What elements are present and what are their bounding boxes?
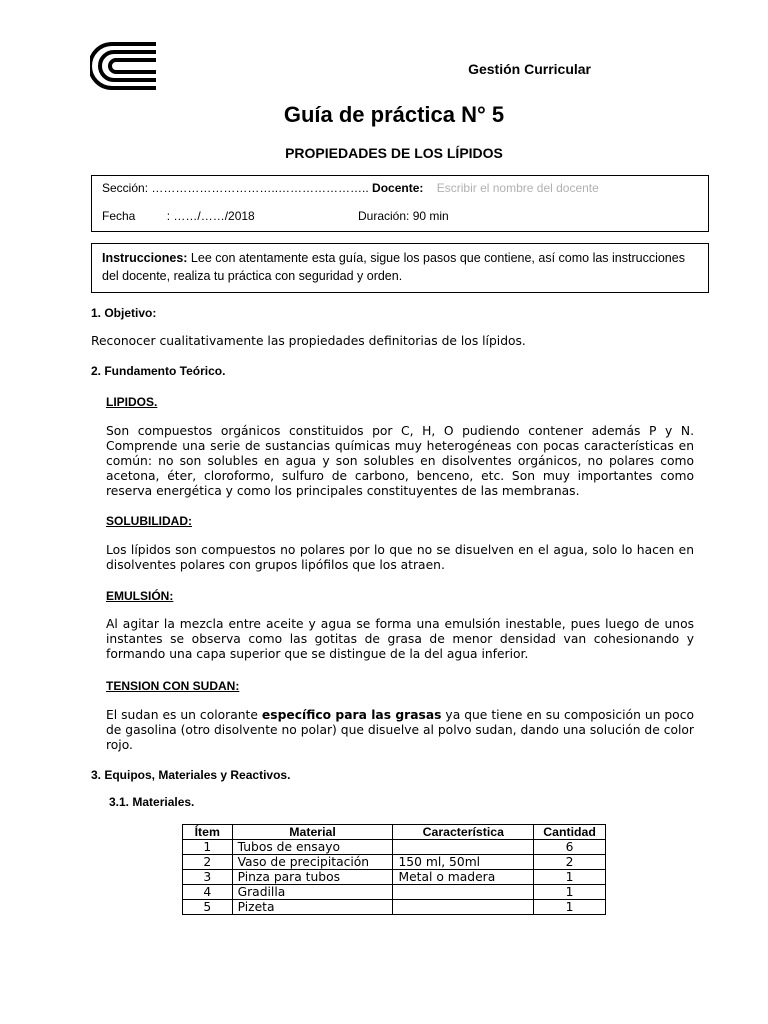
emulsion-text: Al agitar la mezcla entre aceite y agua se forma una emulsión inestable, pues luego de unos instantes se observa como las gotitas de grasa de menor densidad van cohesionando y formando una capa superior que se distingue de la del agua inferior. <box>106 617 694 661</box>
emulsion-heading: EMULSIÓN: <box>106 589 174 603</box>
solubilidad-text: Los lípidos son compuestos no polares por lo que no se disuelven en el agua, solo lo hacen en disolventes polares con grupos lipófilos que los atraen. <box>106 543 694 572</box>
lipidos-heading: LIPIDOS. <box>106 395 158 409</box>
cell-material: Vaso de precipitación <box>232 855 393 870</box>
duracion-label: Duración: <box>358 209 410 223</box>
lipidos-text: Son compuestos orgánicos constituidos por C, H, O pudiendo contener además P y N. Comprende una serie de sustancias químicas muy heterogéneas con pocas características en común: no son solubles en agua y son solubles en disolventes orgánicos, no polares como acetona, éter, cloroformo, sulfuro de carbono, benceno, etc. Son muy importantes como reserva energética y como los principales constituyentes de las membranas. <box>106 424 694 498</box>
docente-label: Docente: <box>372 181 424 195</box>
header-material: Material <box>232 825 393 840</box>
page-title: Guía de práctica N° 5 <box>283 102 505 127</box>
instructions-label: Instrucciones: <box>102 251 188 265</box>
page-subtitle: PROPIEDADES DE LOS LÍPIDOS <box>285 145 503 161</box>
tension-heading: TENSION CON SUDAN: <box>106 679 240 693</box>
cell-material: Pizeta <box>232 900 393 915</box>
cell-material: Tubos de ensayo <box>232 840 393 855</box>
seccion-label: Sección: <box>102 181 149 195</box>
solubilidad-heading: SOLUBILIDAD: <box>106 514 192 528</box>
institution-logo <box>90 42 158 90</box>
header-caracteristica: Característica <box>393 825 534 840</box>
cell-material: Gradilla <box>232 885 393 900</box>
header-item: Ítem <box>183 825 233 840</box>
fecha-row <box>102 209 255 223</box>
fundamento-heading: 2. Fundamento Teórico. <box>91 364 226 378</box>
materiales-heading: 3.1. Materiales. <box>109 795 195 809</box>
table-row <box>183 900 606 915</box>
table-header-row <box>183 825 606 840</box>
cell-cantidad: 2 <box>534 855 606 870</box>
table-row <box>183 870 606 885</box>
cell-cantidad: 1 <box>534 870 606 885</box>
header-cantidad: Cantidad <box>534 825 606 840</box>
seccion-row <box>102 181 599 195</box>
fecha-label: Fecha <box>102 209 136 223</box>
materials-table <box>182 824 606 915</box>
equipos-heading: 3. Equipos, Materiales y Reactivos. <box>91 768 291 782</box>
seccion-dots: …………………………..………………….. <box>151 181 373 195</box>
cell-material: Pinza para tubos <box>232 870 393 885</box>
cell-caracteristica: Metal o madera <box>393 870 534 885</box>
duracion-value: 90 min <box>412 209 449 223</box>
cell-cantidad: 6 <box>534 840 606 855</box>
cell-caracteristica <box>393 840 534 855</box>
table-row <box>183 840 606 855</box>
instructions-box <box>91 243 709 293</box>
cell-caracteristica <box>393 885 534 900</box>
cell-caracteristica <box>393 900 534 915</box>
objetivo-text: Reconocer cualitativamente las propiedades definitorias de los lípidos. <box>91 334 526 348</box>
instructions-text <box>102 249 698 285</box>
cell-cantidad: 1 <box>534 900 606 915</box>
cell-item: 4 <box>183 885 233 900</box>
tension-text-bold: específico para las grasas <box>261 708 442 722</box>
cell-item: 2 <box>183 855 233 870</box>
cell-cantidad: 1 <box>534 885 606 900</box>
fecha-value: : ……/……/2018 <box>166 209 255 223</box>
docente-field[interactable]: Escribir el nombre del docente <box>436 181 599 195</box>
objetivo-heading: 1. Objetivo: <box>91 306 157 320</box>
duracion-row <box>358 209 449 223</box>
info-box <box>91 175 709 232</box>
tension-text-part2: ya que tiene en su composición un poco de gasolina (otro disolvente no polar) que disuelve al polvo sudan, dando una solución de color rojo. <box>106 708 694 752</box>
table-row <box>183 855 606 870</box>
cell-caracteristica: 150 ml, 50ml <box>393 855 534 870</box>
tension-text <box>106 708 694 753</box>
cell-item: 5 <box>183 900 233 915</box>
department-label: Gestión Curricular <box>468 61 591 77</box>
instructions-body: Lee con atentamente esta guía, sigue los pasos que contiene, así como las instrucciones del docente, realiza tu práctica con seguridad y orden. <box>102 251 685 283</box>
tension-text-part1: El sudan es un colorante <box>106 708 262 722</box>
cell-item: 3 <box>183 870 233 885</box>
cell-item: 1 <box>183 840 233 855</box>
table-row <box>183 885 606 900</box>
